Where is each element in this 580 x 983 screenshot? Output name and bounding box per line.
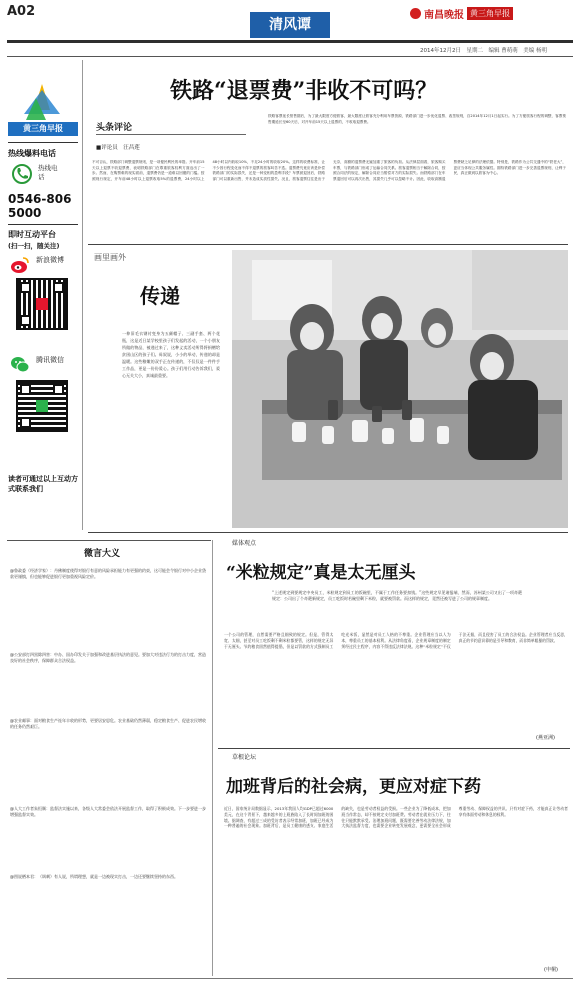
weixin-label: 腾讯微信 bbox=[36, 356, 64, 364]
overtime-signature: (申桐) bbox=[544, 967, 558, 973]
sidebar-footer: 读者可通过以上互动方式联系我们 bbox=[8, 475, 78, 493]
weiyan-item: @鲁政委（经济学家）：丹佛制度使得对银行有意的风险承担能力有更强的约束，这可能会令银行对中小企业贷款更谨慎，但也能够促进银行更加重视风险定价。 bbox=[10, 568, 206, 580]
header-rule bbox=[7, 40, 573, 43]
sidebar-divider bbox=[8, 142, 78, 143]
sidebar bbox=[8, 84, 78, 544]
hotline-title: 热线爆料电话 bbox=[8, 149, 56, 158]
left-column-rule bbox=[212, 540, 213, 976]
weiyan-item: @公安部打四黑除四害：中办、国办印发关于加强和改进基层执法的意见。要加大对违法行为的打击力度，营造良好的社会秩序，保障群众合法权益。 bbox=[10, 652, 206, 664]
footer-rule bbox=[7, 978, 573, 979]
platform-subtitle: (扫一扫，随关注) bbox=[8, 242, 60, 250]
weibo-qr-code[interactable] bbox=[18, 280, 66, 328]
wechat-icon bbox=[10, 356, 30, 374]
media-column: 媒体观点 bbox=[232, 540, 257, 547]
header-meta: 2014年12月2日 星期二 编辑 曹萌萌 美编 杨明 bbox=[420, 48, 547, 54]
media-intro: “上述规定到要规定中央员工，米粒规定到员工的饭碗里，不属于工作任务要扣钱。”这些规定早见诸报端，然而，苏州某公司又出了一项奇葩规定：公司出了个奇葩新规定，员工吃饭时若碗里剩下米粒，就要被罚款。而这样的规定，竟然还被写进了公司的规章制度。 bbox=[272, 590, 522, 602]
children-photo bbox=[232, 250, 568, 528]
section-title: 清风谭 bbox=[250, 12, 330, 38]
weiyan-item: @农业邮事：面对粮食生产连年丰收的形势，更要居安思危。农业基础仍然薄弱，稳定粮食生产、促进农民增收的任务仍然艰巨。 bbox=[10, 718, 206, 730]
lead-headline: 铁路“退票费”非收不可吗？ bbox=[170, 78, 438, 104]
lead-column-rule bbox=[96, 134, 246, 135]
weiyan-title: 微言大义 bbox=[84, 549, 121, 559]
sidebar-divider bbox=[8, 224, 78, 225]
wechat-qr-code[interactable] bbox=[18, 382, 66, 430]
paper-name: 南昌晚报 bbox=[424, 9, 464, 21]
sidebar-logo-text: 黄三角早报 bbox=[8, 122, 78, 136]
lead-bottom-rule bbox=[88, 244, 568, 245]
weiyan-item: @图说栖本君：（讽刺）有人说，所谓理想，就是一边被现实打击，一边还要继续坚持的东西。 bbox=[10, 874, 178, 879]
phone-number: 0546-8065000 bbox=[8, 192, 72, 220]
weibo-label: 新浪微博 bbox=[36, 256, 64, 264]
page-number: A02 bbox=[7, 4, 36, 19]
weiyan-item: @人大工作者朱恒顺：监督法实施以来，各级人大常委会依法开展监督工作，取得了积极成效。下一步要进一步增强监督实效。 bbox=[10, 806, 206, 818]
lead-body: 不可否认，铁路部门调整退票规则，是一项便民利民的举措。开车前15天以上退票不收退票费，表明铁路部门在尊重旅客权利方面迈出了一步。然而，在购票难的现实面前，退票费仍是一道难以回避的门槛。按照现行规定，开车前48小时以上退票收取5%的退票费，24小时以上48小时以内收取10%，不足24小时的收取20%。这样的收费标准，让不少因行程变化而不得不退票的旅客叫苦不迭。退票费究竟应该是补偿铁路部门的实际损失，还是一种变相的盈利手段？车票被退回后，铁路部门可以重新出售，并未造成实质性损失。况且，旅客退票往往是出于无奈，高额的退票费无疑加重了旅客的负担。从法律层面看，旅客购买车票，与铁路部门形成了运输合同关系。旅客退票相当于解除合同，按照合同法的规定，解除合同应当赔偿对方的实际损失。而铁路部门在车票退回后可以再次出售，其损失几乎可以忽略不计。因此，收取高额退票费缺乏足够的法理依据。特别是，铁路作为公共交通中的“铁老大”，更应当体现公共服务属性。期待铁路部门进一步完善退票规则，让利于民，真正做到以旅客为中心。 bbox=[92, 160, 566, 181]
overtime-column: 草根论坛 bbox=[232, 754, 257, 761]
sidebar-logo-graphic bbox=[16, 84, 68, 120]
phone-label: 热线电话 bbox=[38, 164, 58, 181]
phone-icon bbox=[12, 164, 32, 184]
sidebar-vertical-rule bbox=[82, 60, 83, 530]
weiyan-top-rule bbox=[7, 540, 211, 541]
lead-author: ■评论员 汪昌莲 bbox=[96, 145, 140, 151]
media-body: 一个公司的管理，自然需要严格且细致的规定。但是，管得太宽、太细，甚至对员工吃饭剩不剩米粒都要管，这样的规定无异于无厘头。节约粮食固然值得提倡，但是以罚款的方式强制员工吃光米饭，显然是对员工人格的不尊重。企业管理应当以人为本，尊重员工的基本权利。从法律角度看，企业规章制度的制定须经过民主程序，内容不得违反法律法规。这种“米粒规定”不仅于法无据，而且侵害了员工的合法权益。企业管理者应当反思，真正的节约意识靠的是引导和教育，而非简单粗暴的罚款。 bbox=[224, 632, 568, 649]
overtime-body: 近日，国家统计局数据显示，2013年我国人均GDP已超过6000美元，在这个背景下，越来越多的上班族陷入了长时间加班的困境。据调查，有超过三成的受访者表示经常加班，加班已经成为一种普遍的社会现象。加班背后，是员工健康的透支、家庭生活的缺失，也是劳动者权益的受损。一些企业为了降低成本，把加班当作常态，却不按规定支付加班费。劳动者在就业压力下，往往只能默默承受。治理加班问题，既需要完善劳动法律法规，加大执法监督力度，也需要企业转变发展观念，更需要全社会形成尊重劳动、保障权益的共识。只有对症下药，才能真正让劳动者享有体面劳动和休息的权利。 bbox=[224, 806, 568, 829]
lead-column: 头条评论 bbox=[96, 123, 133, 133]
platform-title: 即时互动平台 bbox=[8, 230, 56, 239]
art-column: 画里画外 bbox=[94, 253, 126, 262]
lead-intro: 铁路客票延长预售期后，为了最大限度方便旅客，最大限度让旅客充分利用车票资源，铁路部门进一步优化退票、改签规则，自2014年12月1日起实行。为了方便旅客行程的调整，客票预售期延长至60天后，对开车前15天以上退票的，不收取退票费。 bbox=[268, 114, 566, 124]
overtime-headline: 加班背后的社会病，更应对症下药 bbox=[226, 777, 481, 797]
header-underline bbox=[7, 56, 573, 57]
media-signature: (燕亚洲) bbox=[536, 735, 555, 741]
logo-mark-icon bbox=[410, 8, 421, 19]
art-title: 传递 bbox=[140, 284, 180, 308]
art-bottom-rule bbox=[88, 532, 568, 533]
newspaper-logo bbox=[410, 4, 570, 22]
media-bottom-rule bbox=[218, 748, 570, 749]
weibo-icon bbox=[10, 256, 30, 274]
media-headline: “米粒规定”真是太无厘头 bbox=[226, 563, 416, 583]
art-body: 一伸旧毛衣钢衬变身为五颜帽子、三副手套、两个花瓶，这是近日某学校里孩子们发起的活动，一个小朋友所做的物品，被递过来了，这种义卖活动所得将捐赠给贫困山区的孩子们。毋叙说，小小的举动，传递的却是温暖。这些稚嫩的双手正在传递的，不仅仅是一件件手工作品，更是一份份爱心。孩子们用行动告诉我们，爱心无关大小，真诚最重要。 bbox=[122, 331, 220, 378]
paper-sub: 黄三角早报 bbox=[467, 7, 513, 20]
